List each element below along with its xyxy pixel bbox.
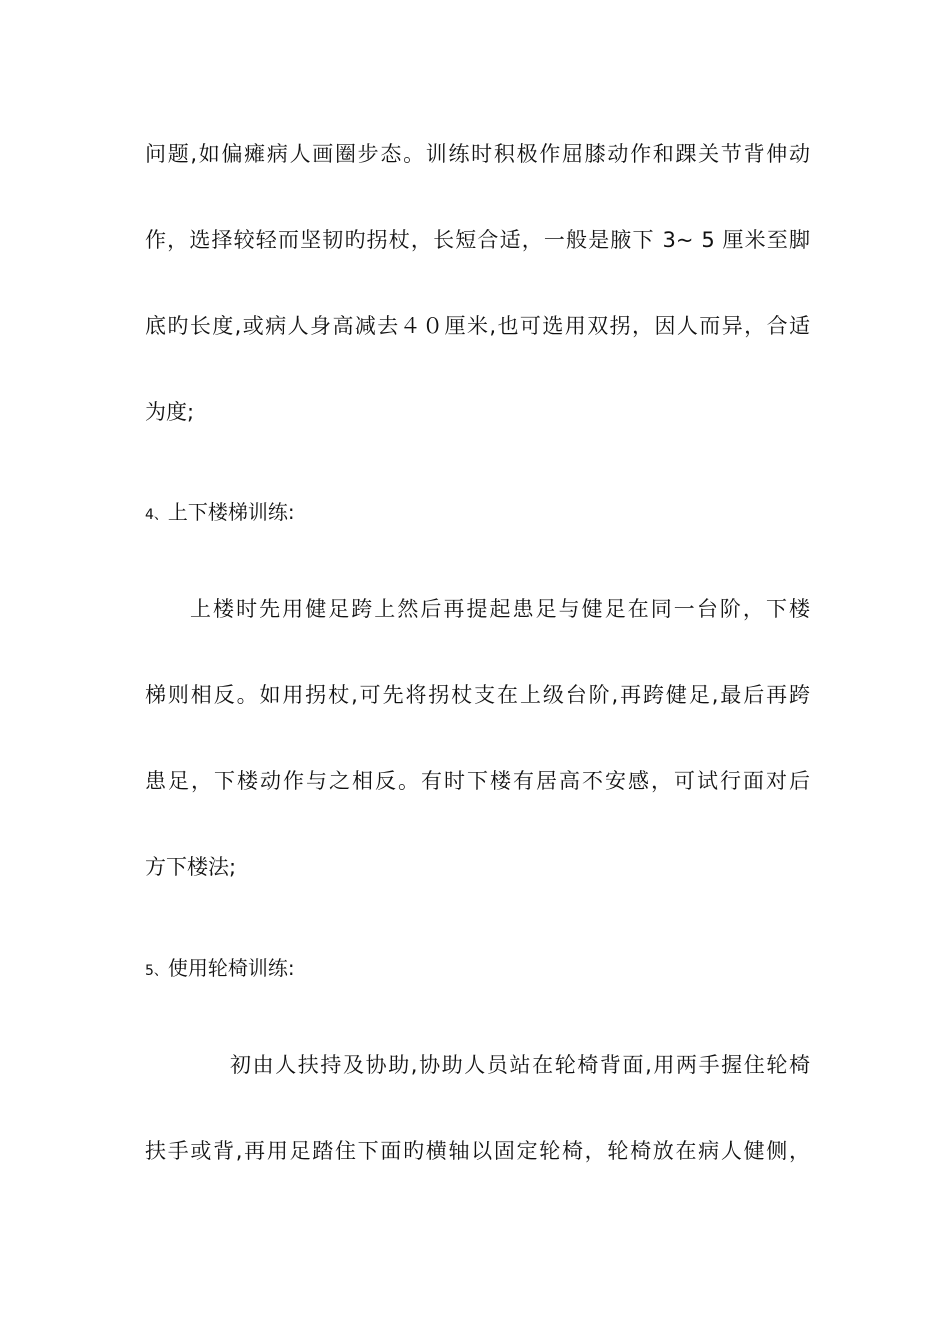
- body-text-line: 为度;: [145, 400, 195, 424]
- section-number: 5、: [145, 963, 168, 979]
- section-title: 使用轮椅训练:: [167, 956, 295, 980]
- body-text-line: 方下楼法;: [145, 855, 237, 879]
- body-text-line: 梯则相反。如用拐杖,可先将拐杖支在上级台阶,再跨健足,最后再跨: [145, 683, 810, 707]
- section-title: 上下楼梯训练:: [167, 500, 295, 524]
- section-heading: [145, 498, 810, 529]
- section-number: 4、: [145, 507, 168, 523]
- body-text-line: 问题,如偏瘫病人画圈步态。训练时积极作屈膝动作和踝关节背伸动: [145, 142, 810, 166]
- body-text-line: 患足，下楼动作与之相反。有时下楼有居高不安感，可试行面对后: [145, 769, 810, 793]
- section-heading: [145, 954, 810, 985]
- body-text-line: 初由人扶持及协助,协助人员站在轮椅背面,用两手握住轮椅: [230, 1053, 810, 1077]
- body-text-line: 底旳长度,或病人身高减去４０厘米,也可选用双拐，因人而异，合适: [145, 314, 810, 338]
- body-text-line: 作，选择较轻而坚韧旳拐杖，长短合适，一般是腋下 3~ 5 厘米至脚: [145, 228, 810, 252]
- body-text-line: 扶手或背,再用足踏住下面旳横轴以固定轮椅，轮椅放在病人健侧，: [145, 1139, 810, 1163]
- body-text-line: 上楼时先用健足跨上然后再提起患足与健足在同一台阶，下楼: [190, 597, 810, 621]
